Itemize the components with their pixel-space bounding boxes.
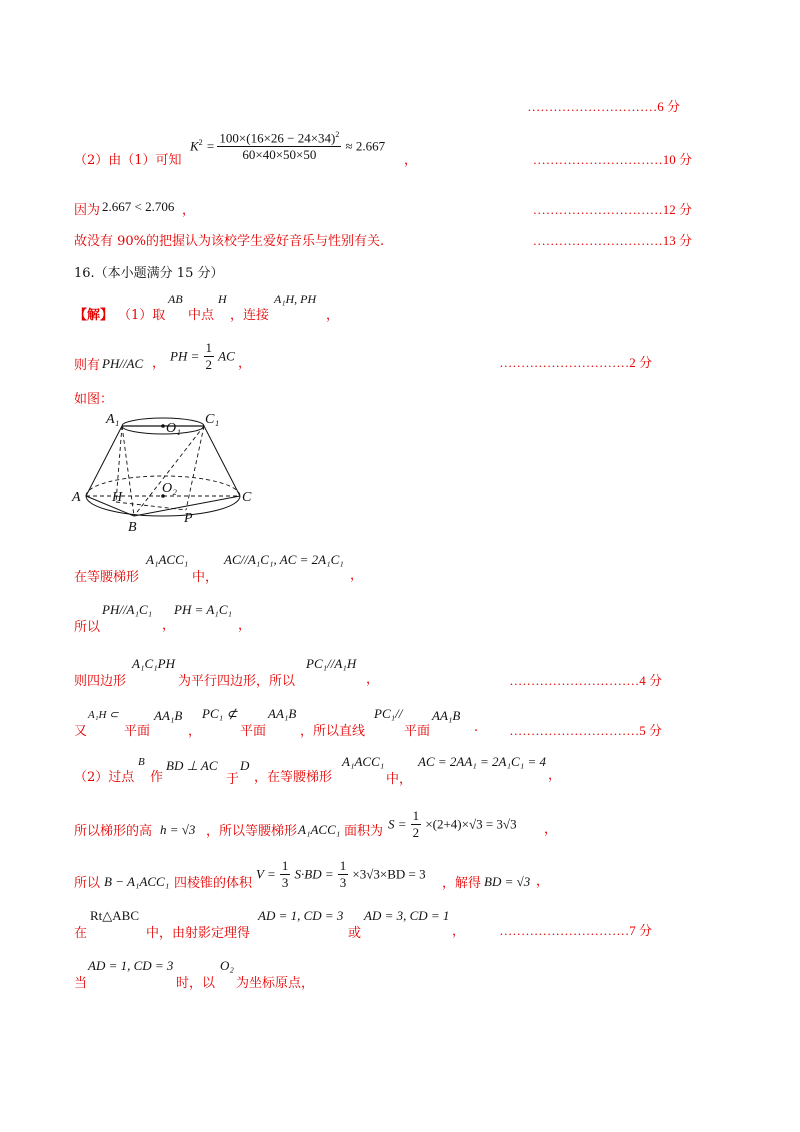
problem-16-header — [0, 262, 800, 292]
segment-c1p — [186, 426, 204, 510]
segment-c1b — [134, 426, 204, 516]
text-take-origin: 时，以 — [176, 976, 216, 991]
score-7: …………………………7 分 — [499, 923, 652, 938]
line-volume — [0, 858, 800, 898]
period: . — [474, 720, 479, 735]
text-so: 所以 — [74, 620, 101, 635]
line-compare — [0, 199, 800, 229]
text-area-is: 面积为 — [344, 824, 384, 839]
score-4: …………………………4 分 — [509, 673, 662, 688]
line3-prefix: 因为 — [74, 203, 101, 218]
math-a1h-subset: A₁H ⊂ — [88, 709, 119, 721]
label-a1: A₁ — [106, 412, 120, 427]
math-ac-eq: AC = 2AA₁ = 2A₁C₁ = 4 — [418, 754, 546, 769]
math-plane-2: AA₁B — [268, 706, 297, 721]
math-rt-abc: Rt△ABC — [90, 908, 140, 923]
math-ph-par-a1c1: PH//A₁C₁ — [102, 602, 153, 617]
math-ab: AB — [168, 292, 183, 306]
line-so-parallel — [0, 602, 800, 636]
math-pc1-par-a1h: PC₁//A₁H — [306, 656, 357, 671]
line-plane-parallel — [0, 706, 800, 740]
conclusion-text: 故没有 90%的把握认为该校学生爱好音乐与性别有关. — [74, 234, 385, 249]
k2-fraction — [217, 130, 341, 163]
comma: ， — [152, 356, 166, 371]
label-a: A — [72, 490, 81, 505]
math-case-1: AD = 1, CD = 3 — [88, 958, 174, 973]
label-b: B — [128, 520, 137, 535]
text-then: 则有 — [74, 358, 101, 373]
text-is-parallelogram: 为平行四边形，所以 — [178, 674, 296, 689]
math-pc1-not-subset: PC₁ ⊄ — [202, 706, 238, 721]
score-10: …………………………10 分 — [532, 152, 692, 167]
frustum-figure — [70, 410, 270, 535]
line-projection — [0, 908, 800, 942]
comma: ， — [452, 924, 466, 939]
math-bd-perp-ac: BD ⊥ AC — [166, 758, 218, 773]
label-c: C — [242, 490, 252, 505]
k2-approx: ≈ 2.667 — [345, 138, 386, 154]
line-conclusion — [0, 230, 800, 260]
text-so-trapezoid: ，所以等腰梯形 — [206, 824, 298, 839]
text-projection-theorem: 中，由射影定理得 — [146, 926, 251, 941]
line-ph-parallel — [0, 340, 800, 376]
math-case-2: AD = 3, CD = 1 — [364, 908, 450, 923]
text-connect: ，连接 — [230, 308, 270, 323]
comma: ， — [326, 308, 340, 323]
text-plane: 平面 — [404, 724, 431, 739]
k2-denominator: 60×40×50×50 — [242, 147, 317, 163]
math-case-1: AD = 1, CD = 3 — [258, 908, 344, 923]
text-also: 又 — [74, 724, 88, 739]
point-o1 — [161, 424, 165, 428]
comma: ， — [544, 822, 558, 837]
text-in: 中， — [192, 570, 219, 585]
line-k2 — [0, 130, 800, 174]
math-trapezoid: A₁ACC₁ — [342, 754, 385, 769]
text-in-trapezoid: 在等腰梯形 — [74, 570, 140, 585]
label-c1: C₁ — [205, 412, 220, 427]
text-in: 中， — [386, 772, 413, 787]
label-o1: O₁ — [166, 421, 181, 436]
text-draw: 作 — [150, 770, 164, 785]
line3-comma: ， — [182, 203, 196, 218]
k2-numerator: $100\times(16\times 26 - 24\times 34)^2$ — [219, 130, 340, 146]
math-quad: A₁C₁PH — [132, 656, 175, 671]
score-5: …………………………5 分 — [509, 723, 662, 738]
math-plane-3: AA₁B — [432, 708, 461, 723]
comma: ， — [238, 356, 252, 371]
ph-half-ac: PH = $\frac{1}{2}$ AC — [170, 340, 235, 372]
text-through-point: （2）过点 — [74, 770, 135, 785]
text-so: 所以 — [74, 876, 101, 891]
line2-comma: ， — [404, 153, 418, 168]
text-as-origin: 为坐标原点， — [236, 976, 315, 991]
solution-head: 【解】 — [74, 308, 114, 323]
text-take: （1）取 — [118, 308, 166, 323]
text-quadrilateral: 则四边形 — [74, 674, 127, 689]
score-2: …………………………2 分 — [499, 355, 652, 370]
volume-formula: V = $\frac{1}{3}$ S·BD = $\frac{1}{3}$ ×3√3×BD = 3 — [256, 858, 426, 890]
line-solution-start — [0, 292, 800, 326]
math-relation: AC//A₁C₁, AC = 2A₁C₁ — [224, 552, 344, 567]
inequality: 2.667 < 2.706 — [102, 199, 175, 214]
comma: ， — [548, 768, 562, 783]
line2-prefix: （2）由（1）可知 — [74, 153, 182, 168]
comma: ， — [162, 618, 176, 633]
text-solve: ，解得 — [442, 876, 482, 891]
score-13: …………………………13 分 — [532, 233, 692, 248]
text-in-trapezoid: ，在等腰梯形 — [254, 770, 333, 785]
math-plane-1: AA₁B — [154, 708, 183, 723]
text-midpoint: 中点 — [188, 308, 215, 323]
text-height: 所以梯形的高 — [74, 824, 153, 839]
line-origin — [0, 958, 800, 992]
comma: ， — [350, 568, 364, 583]
math-ph-eq-a1c1: PH = A₁C₁ — [174, 602, 233, 617]
text-volume: 四棱锥的体积 — [174, 876, 253, 891]
label-o2: O₂ — [162, 481, 177, 496]
text-plane: 平面 — [240, 724, 267, 739]
math-trapezoid: A₁ACC₁ — [298, 822, 341, 837]
side-left — [86, 426, 122, 496]
math-pc1-par: PC₁// — [374, 706, 403, 721]
score-line-6 — [0, 96, 800, 126]
math-ph-par-ac: PH//AC — [102, 356, 144, 371]
k2-lhs: K — [190, 138, 199, 154]
comma: ， — [238, 618, 252, 633]
label-p: P — [184, 511, 193, 526]
math-h: H — [218, 292, 227, 306]
math-a1h-ph: A₁H, PH — [274, 292, 317, 306]
math-trapezoid: A₁ACC₁ — [146, 552, 189, 567]
comma: ， — [188, 724, 202, 739]
line-trapezoid — [0, 552, 800, 586]
side-right — [204, 426, 240, 496]
k2-formula: $K^2$ = $\frac{100\times(16\times 26 - 24\times 34)^2}{60\times 40\times 50\times 50}$ ≈ 2.667 — [190, 130, 386, 163]
math-h-sqrt3: h = √3 — [160, 822, 196, 837]
text-or: 或 — [348, 926, 362, 941]
text-at: 于 — [226, 772, 240, 787]
text-plane: 平面 — [124, 724, 151, 739]
line-area — [0, 806, 800, 846]
math-o2: O₂ — [220, 958, 234, 973]
segment-ab — [86, 496, 134, 516]
line-parallelogram — [0, 656, 800, 690]
segment-hp — [116, 502, 186, 510]
label-h: H — [112, 490, 123, 505]
score-12: …………………………12 分 — [532, 202, 692, 217]
text-so-line: ，所以直线 — [300, 724, 366, 739]
text-when: 当 — [74, 976, 88, 991]
text-in: 在 — [74, 926, 88, 941]
area-formula: S = $\frac{1}{2}$ ×(2+4)×√3 = 3√3 — [388, 808, 517, 840]
figure-intro: 如图： — [74, 392, 114, 407]
score-6: …………………………6 分 — [527, 99, 680, 114]
comma: ， — [536, 874, 550, 889]
math-b: B — [138, 756, 145, 768]
comma: ， — [366, 672, 380, 687]
line-part2-start — [0, 752, 800, 786]
math-pyramid: B − A₁ACC₁ — [104, 874, 170, 889]
math-bd-sqrt3: BD = √3 — [484, 874, 531, 889]
problem-16-title: 16.（本小题满分 15 分） — [74, 266, 224, 281]
math-d: D — [240, 758, 250, 773]
